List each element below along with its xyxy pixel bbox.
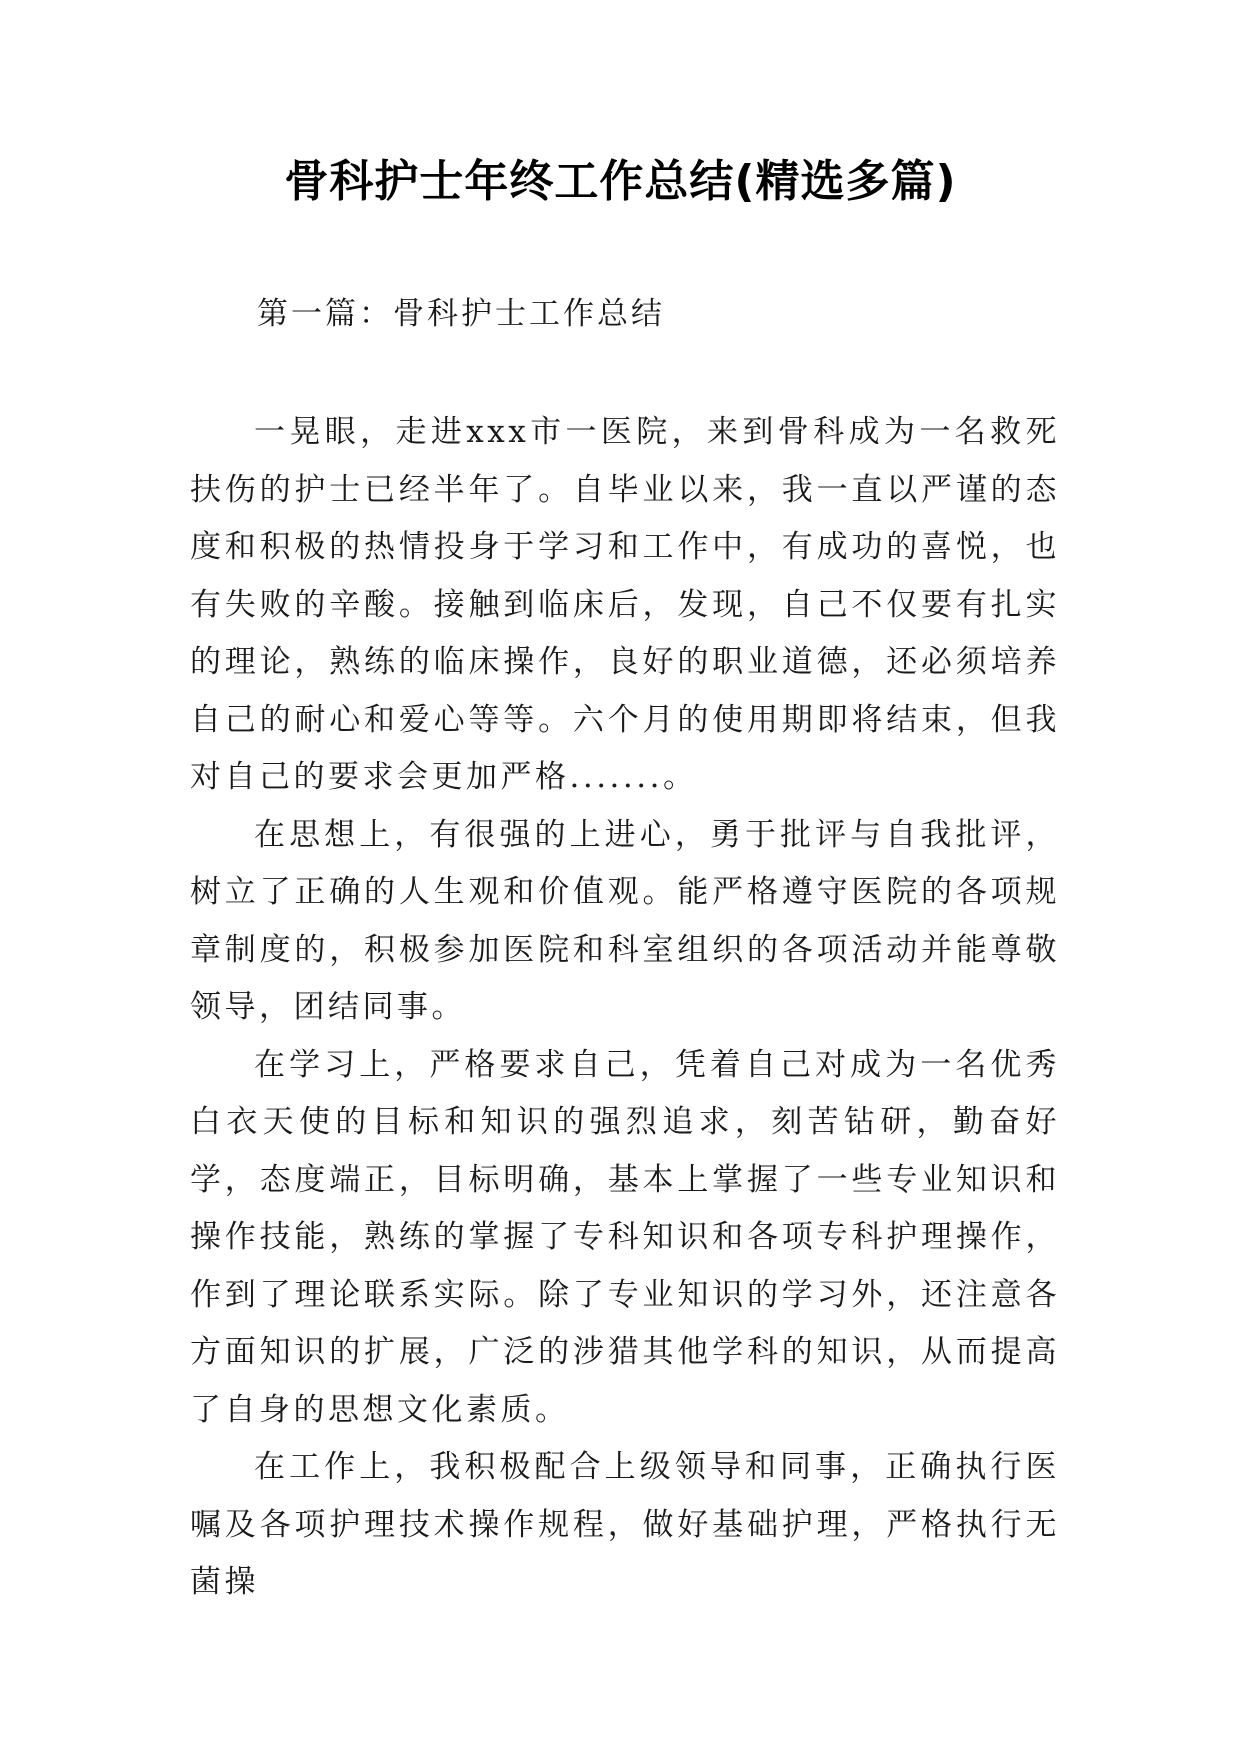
paragraph: 一晃眼，走进xxx市一医院，来到骨科成为一名救死扶伤的护士已经半年了。自毕业以来，我一直以严谨的态度和积极的热情投身于学习和工作中，有成功的喜悦，也有失败的辛酸。接触到临床后，发现，自己不仅要有扎实的理论，熟练的临床操作，良好的职业道德，还必须培养自己的耐心和爱心等等。六个月的使用期即将结束，但我对自己的要求会更加严格.......。	[190, 414, 1060, 795]
paragraph: 在工作上，我积极配合上级领导和同事，正确执行医嘱及各项护理技术操作规程，做好基础护理，严格执行无菌操	[190, 1449, 1060, 1600]
paragraph: 在学习上，严格要求自己，凭着自己对成为一名优秀白衣天使的目标和知识的强烈追求，刻苦钻研，勤奋好学，态度端正，目标明确，基本上掌握了一些专业知识和操作技能，熟练的掌握了专科知识和各项专科护理操作，作到了理论联系实际。除了专业知识的学习外，还注意各方面知识的扩展，广泛的涉猎其他学科的知识，从而提高了自身的思想文化素质。	[190, 1046, 1060, 1428]
section-heading: 第一篇：骨科护士工作总结	[257, 296, 665, 332]
document-title: 骨科护士年终工作总结(精选多篇)	[284, 156, 957, 207]
paragraph: 在思想上，有很强的上进心，勇于批评与自我批评，树立了正确的人生观和价值观。能严格遵守医院的各项规章制度的，积极参加医院和科室组织的各项活动并能尊敬领导，团结同事。	[190, 816, 1060, 1025]
document-body	[190, 404, 1060, 1612]
